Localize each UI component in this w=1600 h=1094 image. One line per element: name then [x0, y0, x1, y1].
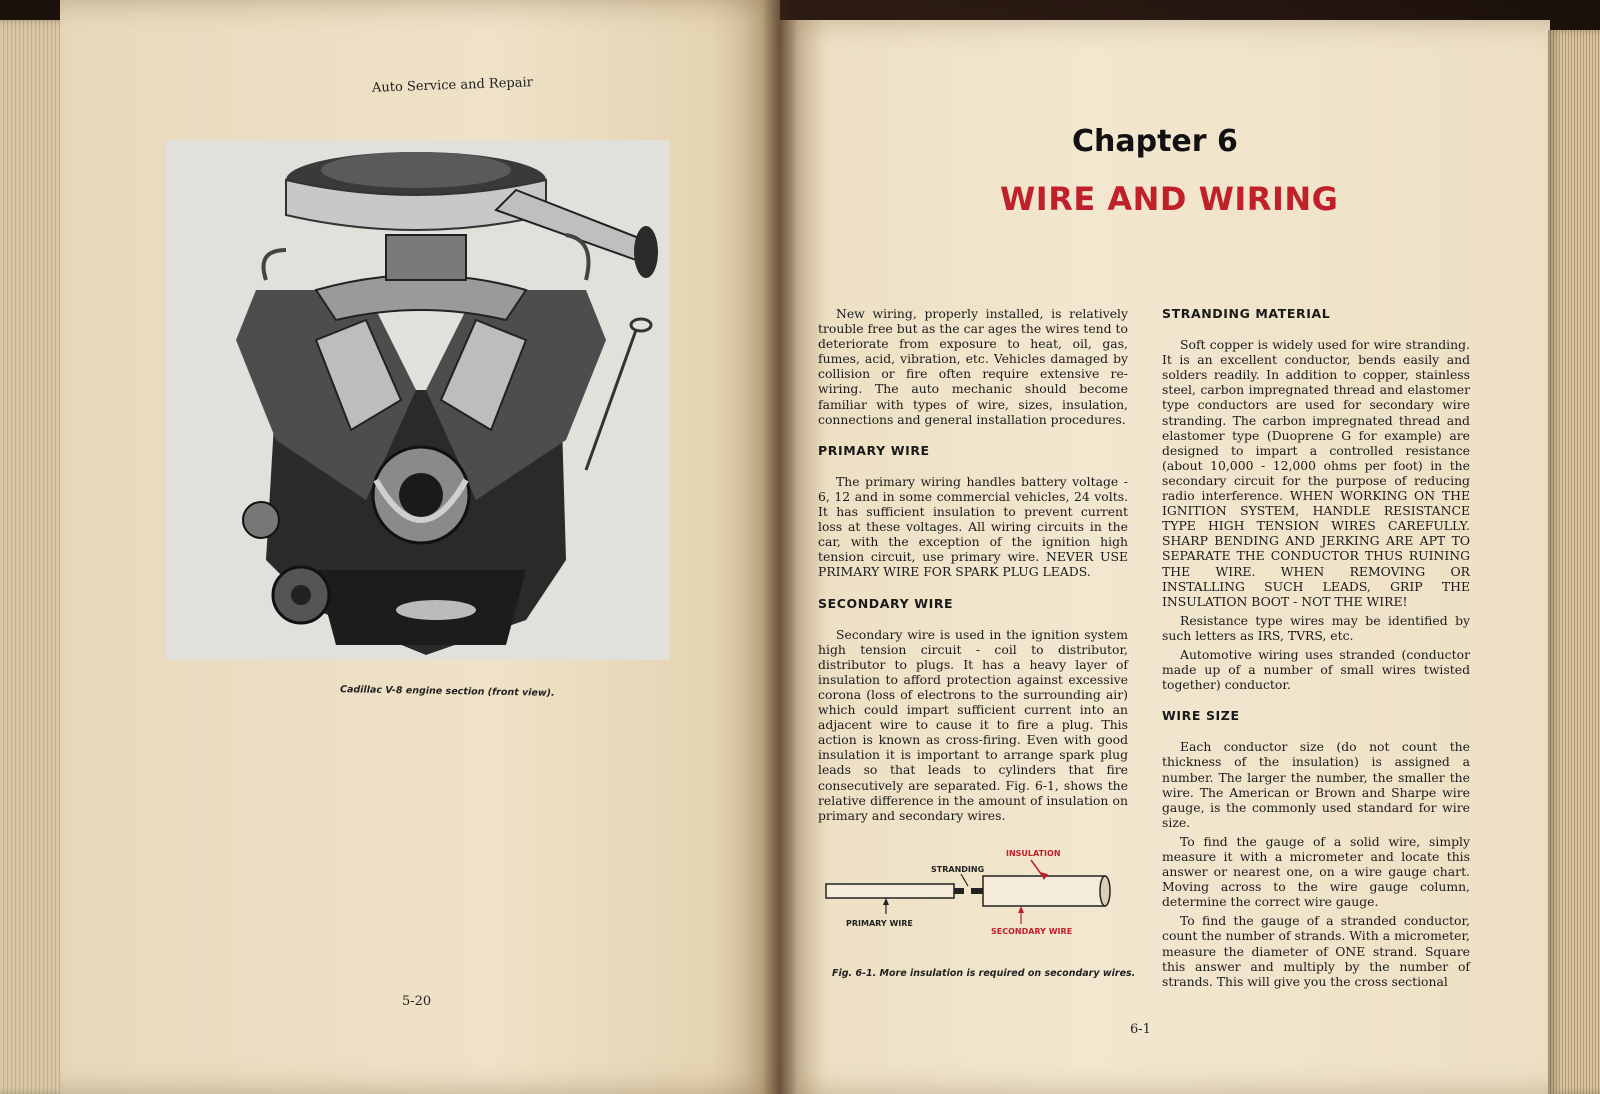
- stranding-paragraph-2: Resistance type wires may be identified by such letters as IRS, TVRS, etc.: [1162, 612, 1470, 643]
- book-gutter: [762, 0, 798, 1094]
- wire-size-heading: WIRE SIZE: [1162, 708, 1240, 724]
- text-column-right: [1162, 306, 1470, 993]
- wire-diagram: [826, 849, 1116, 962]
- stranding-material-heading: STRANDING MATERIAL: [1162, 306, 1331, 321]
- wire-figure-caption: Fig. 6-1. More insulation is required on secondary wires.: [832, 968, 1136, 979]
- text-column-left: [818, 306, 1128, 827]
- right-page-edges: [1548, 30, 1600, 1094]
- stranding-paragraph-1: Soft copper is widely used for wire stranding. It is an excellent conductor, bends easily and solders readily. In addition to copper, stainless steel, carbon impregnated thread and elastomer type conductors are used for secondary wire stranding. The carbon impregnated thread and elastomer type (Duoprene G for example) are designed to impart a controlled resistance (about 10,000 - 12,000 ohms per foot) in the secondary circuit for the purpose of reducing radio interference. WHEN WORKING ON THE IGNITION SYSTEM, HANDLE RESISTANCE TYPE HIGH TENSION WIRES CAREFULLY. SHARP BENDING AND JERKING ARE APT TO SEPARATE THE CONDUCTOR THUS RUINING THE WIRE. WHEN REMOVING OR INSTALLING SUCH LEADS, GRIP THE INSULATION BOOT - NOT THE WIRE!: [1162, 337, 1470, 609]
- secondary-wire-paragraph: Secondary wire is used in the ignition system high tension circuit - coil to distributor, distributor to plugs. It has a heavy layer of insulation to afford protection against excessive corona (loss of electrons to the surrounding air) which could impart sufficient current into an adjacent wire to cause it to fire a plug. This action is known as cross-firing. Even with good insulation it is important to arrange spark plug leads so that leads to cylinders that fire consecutively are separated. Fig. 6-1, shows the relative difference in the amount of insulation on primary and secondary wires.: [818, 626, 1128, 823]
- label-insulation: INSULATION: [1006, 849, 1061, 858]
- running-head: Auto Service and Repair: [371, 75, 534, 96]
- wire-size-paragraph-1: Each conductor size (do not count the thickness of the insulation) is assigned a number. The larger the number, the smaller the wire. The American or Brown and Sharpe wire gauge, is the commonly used standard for wire size.: [1162, 739, 1470, 830]
- secondary-wire-shape: [983, 876, 1105, 906]
- chapter-number: Chapter 6: [1072, 124, 1238, 159]
- engine-illustration: [166, 140, 670, 660]
- intro-paragraph: New wiring, properly installed, is relatively trouble free but as the car ages the wires tend to deteriorate from exposure to heat, oil, gas, fumes, acid, vibration, etc. Vehicles damaged by collision or fire often require extensive re-wiring. The auto mechanic should become familiar with types of wire, sizes, insulation, connections and general installation procedures.: [818, 306, 1128, 427]
- left-page-number: 5-20: [402, 994, 432, 1009]
- chapter-title: WIRE AND WIRING: [1000, 180, 1339, 218]
- engine-cutaway-drawing: [166, 140, 670, 660]
- label-stranding: STRANDING: [931, 865, 985, 874]
- secondary-wire-heading: SECONDARY WIRE: [818, 595, 954, 611]
- stranding-paragraph-3: Automotive wiring uses stranded (conductor made up of a number of small wires twisted together) conductor.: [1162, 646, 1470, 693]
- wire-size-paragraph-3: To find the gauge of a stranded conductor, count the number of strands. With a micrometer, measure the diameter of ONE strand. Square this answer and multiply by the number of strands. This will give you the cross sectional: [1162, 913, 1470, 989]
- label-secondary-wire: SECONDARY WIRE: [991, 927, 1073, 936]
- primary-wire-shape: [826, 884, 954, 898]
- right-page-number: 6-1: [1130, 1022, 1151, 1037]
- engine-figure-caption: Cadillac V-8 engine section (front view).: [339, 684, 555, 699]
- label-primary-wire: PRIMARY WIRE: [846, 919, 913, 928]
- primary-wire-paragraph: The primary wiring handles battery voltage - 6, 12 and in some commercial vehicles, 24 volts. It has sufficient insulation to prevent current loss at these voltages. All wiring circuits in the car, with the exception of the ignition high tension circuit, use primary wire. NEVER USE PRIMARY WIRE FOR SPARK PLUG LEADS.: [818, 473, 1128, 580]
- primary-wire-heading: PRIMARY WIRE: [818, 442, 930, 458]
- wire-size-paragraph-2: To find the gauge of a solid wire, simply measure it with a micrometer and locate this answer or nearest one, on a wire gauge chart. Moving across to the wire gauge column, determine the correct wire gauge.: [1162, 833, 1470, 910]
